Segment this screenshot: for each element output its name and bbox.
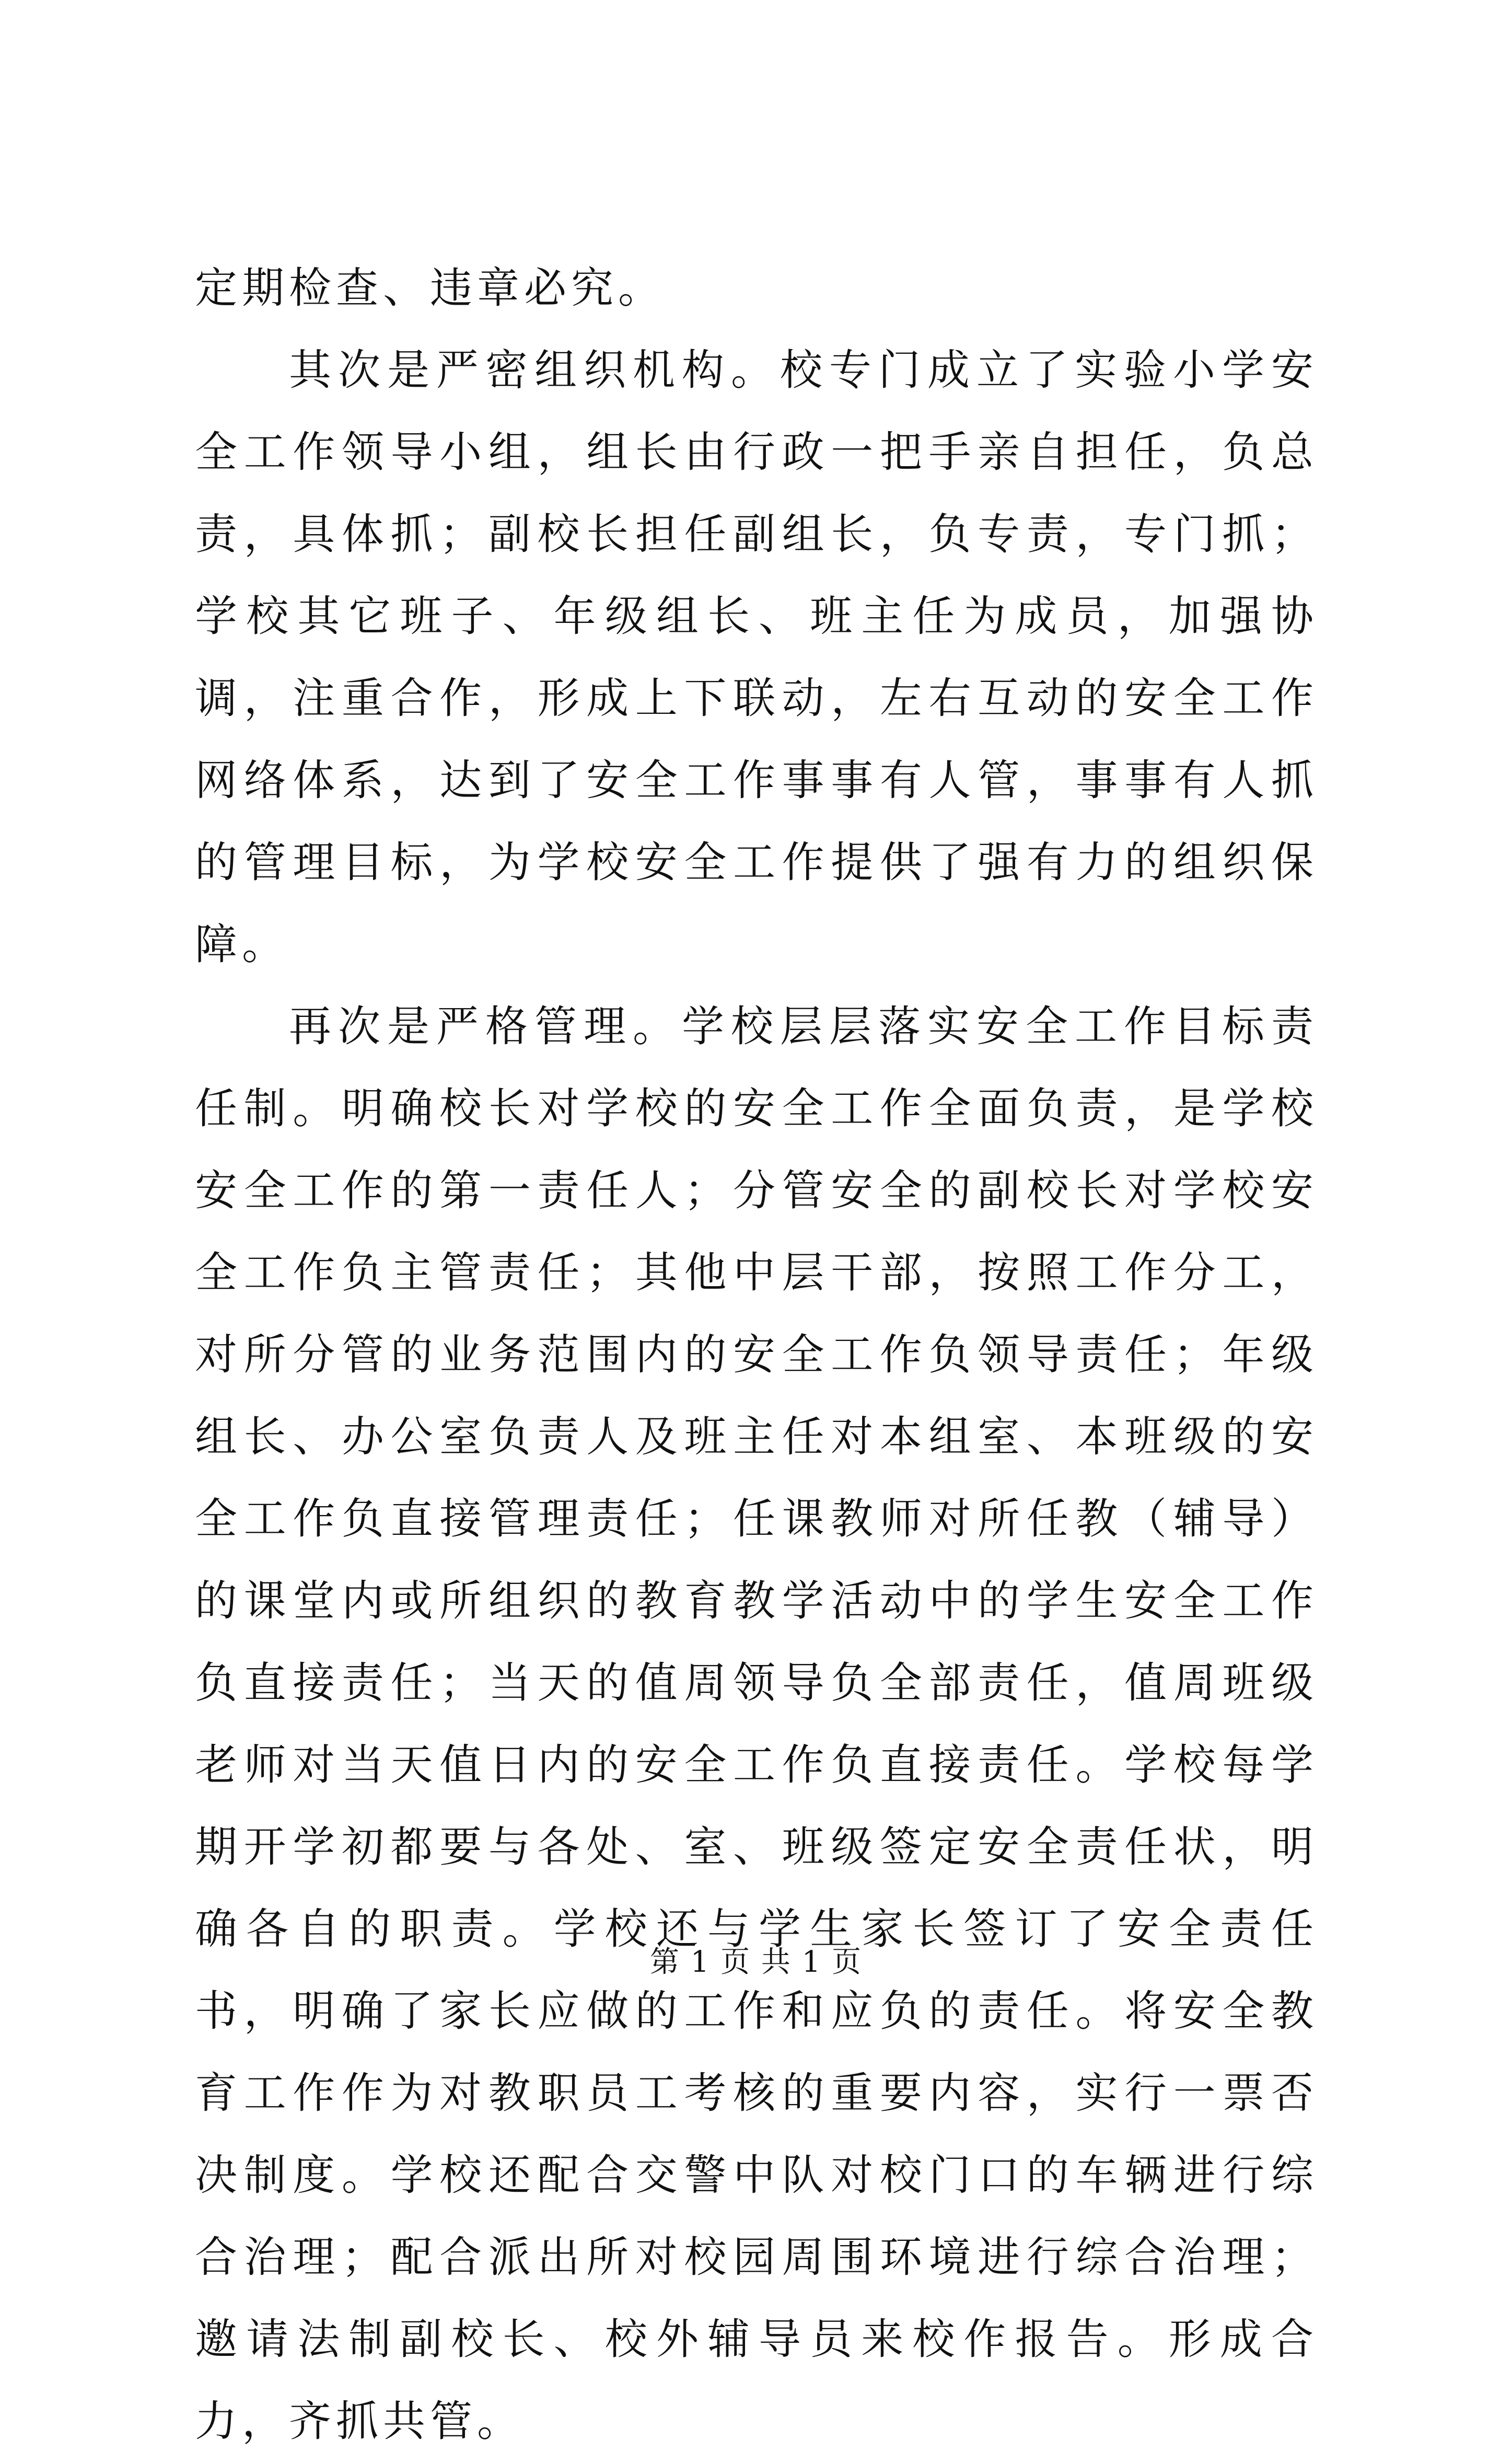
paragraph-continuation: 定期检查、违章必究。 — [195, 264, 666, 313]
body-text — [195, 248, 1318, 2463]
page-footer: 第 1 页 共 1 页 — [649, 1945, 863, 1979]
paragraph-management: 再次是严格管理。学校层层落实安全工作目标责任制。明确校长对学校的安全工作全面负责，是学校安全工作的第一责任人；分管安全的副校长对学校安全工作负主管责任；其他中层干部，按照工作分工，对所分管的业务范围内的安全工作负领导责任；年级组长、办公室负责人及班主任对本组室、本班级的安全工作负直接管理责任；任课教师对所任教（辅导）的课堂内或所组织的教育教学活动中的学生安全工作负直接责任；当天的值周领导负全部责任，值周班级老师对当天值日内的安全工作负直接责任。学校每学期开学初都要与各处、室、班级签定安全责任状，明确各自的职责。学校还与学生家长签订了安全责任书，明确了家长应做的工作和应负的责任。将安全教育工作作为对教职员工考核的重要内容，实行一票否决制度。学校还配合交警中队对校门口的车辆进行综合治理；配合派出所对校园周围环境进行综合治理；邀请法制副校长、校外辅导员来校作报告。形成合力，齐抓共管。 — [195, 1002, 1318, 2446]
paragraph-organization: 其次是严密组织机构。校专门成立了实验小学安全工作领导小组，组长由行政一把手亲自担任，负总责，具体抓；副校长担任副组长，负专责，专门抓；学校其它班子、年级组长、班主任为成员，加强协调，注重合作，形成上下联动，左右互动的安全工作网络体系，达到了安全工作事事有人管，事事有人抓的管理目标，为学校安全工作提供了强有力的组织保障。 — [195, 346, 1318, 969]
